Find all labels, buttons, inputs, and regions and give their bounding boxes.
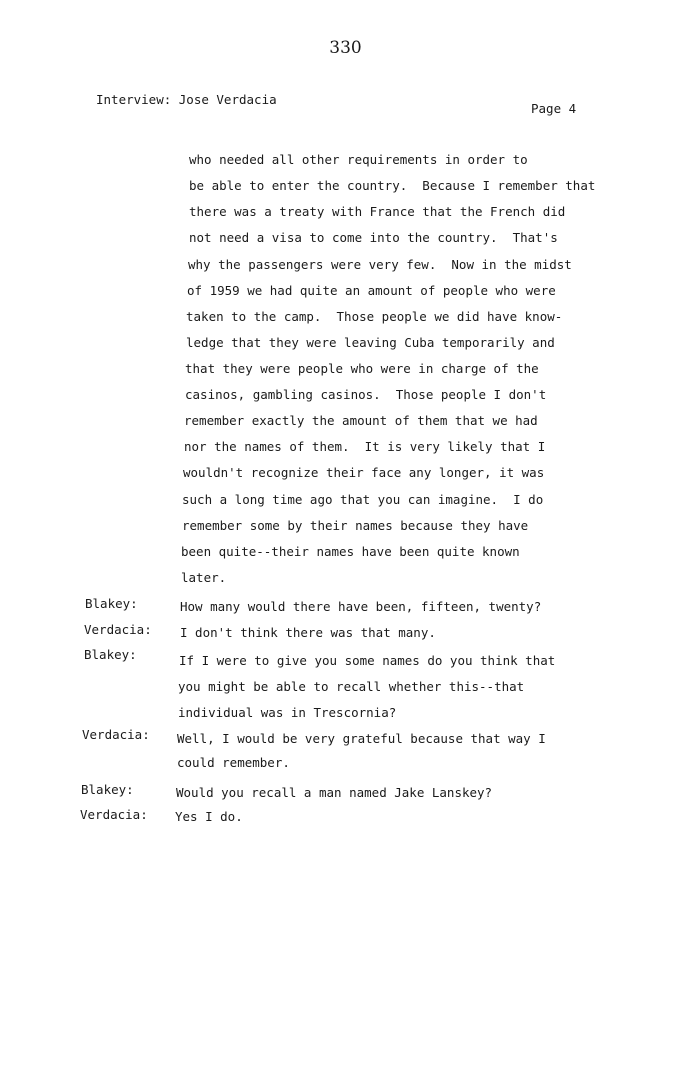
speaker-label: Verdacia: [80, 807, 148, 822]
page-number: 330 [329, 38, 362, 58]
speaker-label: Blakey: [81, 782, 134, 797]
dialogue-line: you might be able to recall whether this--that [178, 679, 525, 694]
dialogue-line: individual was in Trescornia? [178, 705, 397, 720]
paragraph-line: ledge that they were leaving Cuba temporarily and [186, 335, 555, 350]
paragraph-line: remember exactly the amount of them that we had [184, 413, 538, 428]
speaker-label: Blakey: [85, 596, 138, 611]
paragraph-line: not need a visa to come into the country. That's [189, 230, 558, 245]
dialogue-line: I don't think there was that many. [180, 625, 436, 640]
dialogue-line: Would you recall a man named Jake Lanskey? [176, 785, 493, 800]
paragraph-line: there was a treaty with France that the French did [189, 204, 566, 219]
paragraph-line: be able to enter the country. Because I remember that [189, 178, 596, 193]
paragraph-line: of 1959 we had quite an amount of people who were [187, 283, 556, 298]
paragraph-line: remember some by their names because they have [182, 518, 529, 533]
speaker-label: Verdacia: [84, 622, 152, 637]
dialogue-line: How many would there have been, fifteen, twenty? [180, 599, 542, 614]
dialogue-line: could remember. [177, 755, 290, 770]
paragraph-line: casinos, gambling casinos. Those people I don't [185, 387, 547, 402]
paragraph-line: later. [181, 570, 227, 585]
paragraph-line: wouldn't recognize their face any longer, it was [183, 465, 545, 480]
paragraph-line: taken to the camp. Those people we did have know- [186, 309, 563, 324]
dialogue-line: Well, I would be very grateful because that way I [177, 731, 546, 746]
speaker-label: Verdacia: [82, 727, 150, 742]
paragraph-line: who needed all other requirements in order to [189, 152, 528, 167]
speaker-label: Blakey: [84, 647, 137, 662]
dialogue-line: If I were to give you some names do you think that [179, 653, 556, 668]
paragraph-line: why the passengers were very few. Now in the midst [188, 257, 572, 272]
paragraph-line: such a long time ago that you can imagine. I do [182, 492, 544, 507]
paragraph-line: that they were people who were in charge of the [185, 361, 539, 376]
dialogue-line: Yes I do. [175, 809, 243, 824]
interview-header: Interview: Jose Verdacia [96, 92, 277, 107]
paragraph-line: been quite--their names have been quite known [181, 544, 520, 559]
paragraph-line: nor the names of them. It is very likely that I [184, 439, 546, 454]
page-label: Page 4 [531, 101, 577, 116]
